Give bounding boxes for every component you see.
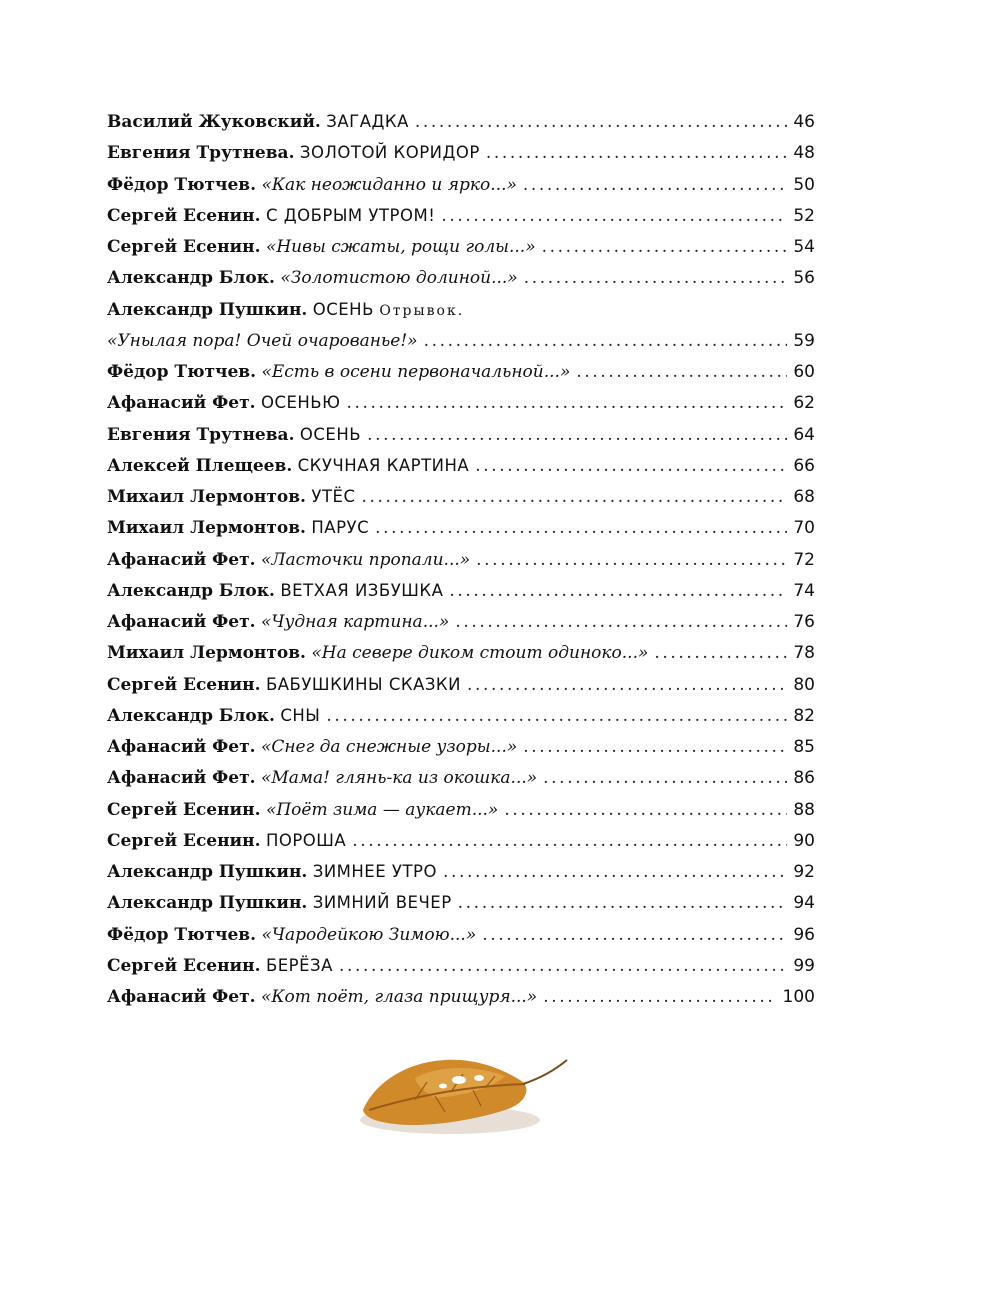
toc-entry[interactable]	[107, 268, 815, 299]
leaf-hole	[439, 1084, 447, 1089]
dot-leader	[476, 550, 787, 570]
leaf-stem	[523, 1060, 567, 1084]
toc-entry-heading[interactable]	[107, 300, 815, 331]
dot-leader	[458, 893, 788, 913]
toc-entry[interactable]	[107, 487, 815, 518]
author-name: Евгения Трутнева.	[107, 143, 295, 164]
toc-entry[interactable]	[107, 331, 815, 362]
page-number: 78	[793, 643, 815, 664]
poem-title: БАБУШКИНЫ СКАЗКИ	[265, 674, 461, 694]
author-name: Афанасий Фет.	[107, 987, 256, 1007]
toc-entry[interactable]	[107, 987, 815, 1018]
poem-first-line: «Ласточки пропали...»	[260, 549, 471, 570]
author-name: Василий Жуковский.	[107, 112, 321, 132]
page-number: 90	[793, 830, 815, 851]
poem-title: БЕРЁЗА	[265, 955, 333, 975]
dot-leader	[375, 518, 787, 538]
toc-entry[interactable]	[107, 800, 815, 831]
dot-leader	[424, 331, 788, 351]
dot-leader	[543, 768, 787, 788]
poem-title: ОСЕНЬ	[312, 299, 374, 319]
poem-first-line: «Кот поёт, глаза прищуря...»	[260, 987, 538, 1007]
page-number: 54	[793, 237, 815, 257]
author-name: Афанасий Фет.	[107, 737, 256, 757]
author-name: Афанасий Фет.	[107, 549, 256, 570]
page-number: 46	[793, 112, 815, 132]
toc-entry[interactable]	[107, 143, 815, 174]
author-name: Афанасий Фет.	[107, 393, 256, 414]
poem-title: ЗАГАДКА	[326, 112, 409, 131]
poem-first-line: «Поёт зима — аукает...»	[265, 799, 499, 820]
table-of-contents	[107, 112, 815, 1018]
poem-title: ВЕТХАЯ ИЗБУШКА	[280, 580, 444, 600]
page-number: 52	[793, 205, 815, 226]
excerpt-note: Отрывок.	[379, 302, 465, 319]
author-name: Фёдор Тютчев.	[107, 362, 257, 382]
poem-title: СНЫ	[280, 705, 321, 725]
dot-leader	[352, 831, 787, 851]
author-name: Михаил Лермонтов.	[107, 518, 306, 539]
author-name: Афанасий Фет.	[107, 768, 256, 789]
toc-entry[interactable]	[107, 456, 815, 487]
author-name: Александр Блок.	[107, 705, 275, 726]
page-number: 74	[793, 580, 815, 601]
poem-title: ПОРОША	[265, 830, 347, 850]
page-number: 80	[793, 674, 815, 695]
poem-title: УТЁС	[311, 487, 356, 506]
toc-entry[interactable]	[107, 706, 815, 737]
toc-entry[interactable]	[107, 550, 815, 581]
page-number: 66	[793, 455, 815, 476]
poem-title: ОСЕНЬ	[299, 424, 362, 444]
author-name: Сергей Есенин.	[107, 237, 261, 257]
author-name: Фёдор Тютчев.	[107, 924, 257, 945]
leaf-hole	[474, 1075, 484, 1081]
poem-first-line: «Золотистою долиной...»	[280, 268, 518, 289]
dot-leader	[542, 237, 788, 257]
author-name: Александр Пушкин.	[107, 893, 308, 914]
dot-leader	[346, 393, 787, 413]
page-number: 92	[793, 862, 815, 882]
dot-leader	[504, 800, 787, 820]
page-number: 82	[793, 705, 815, 726]
dot-leader	[455, 612, 787, 632]
author-name: Сергей Есенин.	[107, 955, 261, 976]
author-name: Евгения Трутнева.	[107, 424, 295, 445]
page-number: 85	[793, 737, 815, 757]
toc-entry[interactable]	[107, 643, 815, 674]
author-name: Михаил Лермонтов.	[107, 487, 306, 507]
author-name: Сергей Есенин.	[107, 830, 261, 851]
author-name: Александр Пушкин.	[107, 862, 308, 882]
author-name: Алексей Плещеев.	[107, 455, 293, 476]
author-name: Фёдор Тютчев.	[107, 174, 257, 195]
toc-entry[interactable]	[107, 206, 815, 237]
dot-leader	[543, 987, 776, 1007]
author-name: Сергей Есенин.	[107, 205, 261, 226]
dot-leader	[326, 706, 787, 726]
page-number: 86	[793, 768, 815, 789]
page-number: 50	[793, 174, 815, 195]
autumn-leaf-illustration	[355, 1048, 571, 1140]
page-number: 94	[793, 893, 815, 914]
poem-title: СКУЧНАЯ КАРТИНА	[297, 455, 470, 475]
poem-title: ПАРУС	[311, 518, 370, 538]
toc-entry[interactable]	[107, 675, 815, 706]
dot-leader	[361, 487, 787, 507]
dot-leader	[576, 362, 787, 382]
toc-entry[interactable]	[107, 518, 815, 549]
toc-entry[interactable]	[107, 831, 815, 862]
toc-entry[interactable]	[107, 893, 815, 924]
page-number: 59	[793, 330, 815, 351]
dot-leader	[654, 643, 787, 663]
toc-entry[interactable]	[107, 768, 815, 799]
dot-leader	[475, 456, 787, 476]
poem-first-line: «Мама! глянь-ка из окошка...»	[260, 768, 538, 789]
poem-title: ОСЕНЬЮ	[260, 393, 341, 413]
toc-entry[interactable]	[107, 393, 815, 424]
author-name: Сергей Есенин.	[107, 674, 261, 695]
dot-leader	[441, 206, 787, 226]
toc-entry[interactable]	[107, 612, 815, 643]
page-number: 99	[793, 955, 815, 976]
page-number: 72	[793, 549, 815, 570]
author-name: Александр Пушкин.	[107, 299, 308, 320]
author-name: Афанасий Фет.	[107, 612, 256, 632]
dot-leader	[524, 268, 788, 288]
toc-entry[interactable]	[107, 925, 815, 956]
page-number: 56	[793, 268, 815, 289]
page-number: 76	[793, 612, 815, 632]
author-name: Михаил Лермонтов.	[107, 643, 306, 664]
toc-entry[interactable]	[107, 362, 815, 393]
poem-first-line: «Как неожиданно и ярко...»	[261, 174, 517, 195]
dot-leader	[467, 675, 787, 695]
dot-leader	[449, 581, 787, 601]
dot-leader	[339, 956, 787, 976]
leaf-hole	[452, 1076, 466, 1084]
page-number: 88	[793, 799, 815, 820]
toc-entry[interactable]	[107, 175, 815, 206]
dot-leader	[486, 143, 788, 163]
poem-title: С ДОБРЫМ УТРОМ!	[265, 205, 436, 225]
page-number: 62	[793, 393, 815, 414]
poem-first-line: «Нивы сжаты, рощи голы...»	[265, 237, 536, 257]
dot-leader	[482, 925, 787, 945]
poem-title: ЗИМНИЙ ВЕЧЕР	[312, 893, 452, 913]
poem-title: ЗИМНЕЕ УТРО	[312, 862, 437, 881]
page-number: 48	[793, 143, 815, 164]
page-number: 60	[793, 362, 815, 382]
toc-entry[interactable]	[107, 237, 815, 268]
toc-entry[interactable]	[107, 425, 815, 456]
author-name: Александр Блок.	[107, 580, 275, 601]
page-number: 64	[793, 424, 815, 445]
poem-first-line: «Есть в осени первоначальной...»	[261, 362, 571, 382]
poem-first-line: «На севере диком стоит одиноко...»	[311, 643, 649, 664]
poem-first-line: «Унылая пора! Очей очарованье!»	[107, 330, 418, 351]
page-number: 96	[793, 924, 815, 945]
toc-entry[interactable]	[107, 112, 815, 143]
dot-leader	[443, 862, 787, 882]
toc-entry[interactable]	[107, 581, 815, 612]
poem-first-line: «Чародейкою Зимою...»	[261, 924, 477, 945]
poem-title: ЗОЛОТОЙ КОРИДОР	[299, 143, 480, 163]
dot-leader	[523, 175, 787, 195]
page-number: 100	[782, 987, 815, 1007]
toc-entry[interactable]	[107, 737, 815, 768]
page-number: 68	[793, 487, 815, 507]
dot-leader	[523, 737, 787, 757]
author-name: Александр Блок.	[107, 268, 275, 289]
page-number: 70	[793, 518, 815, 539]
toc-entry[interactable]	[107, 956, 815, 987]
dot-leader	[367, 425, 787, 445]
dot-leader	[415, 112, 787, 132]
author-name: Сергей Есенин.	[107, 799, 261, 820]
poem-first-line: «Чудная картина...»	[260, 612, 450, 632]
toc-entry[interactable]	[107, 862, 815, 893]
poem-first-line: «Снег да снежные узоры...»	[260, 737, 518, 757]
